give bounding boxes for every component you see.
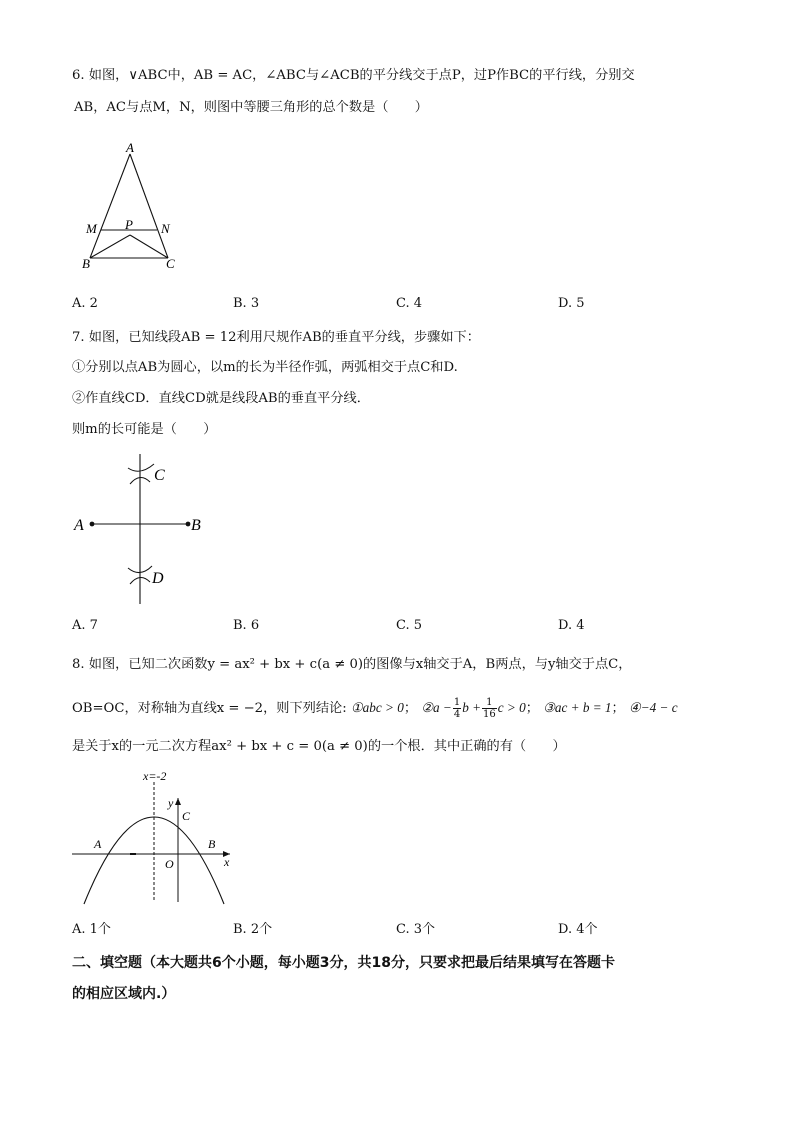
q7-label-C: C — [154, 467, 165, 484]
q7-label-D: D — [152, 570, 164, 587]
q8-option-a[interactable]: A. 1个 — [72, 922, 111, 937]
q6-line2: AB，AC与点M，N，则图中等腰三角形的总个数是（ ） — [74, 100, 428, 115]
q6-label-A: A — [126, 140, 134, 155]
q8-label-O: O — [165, 857, 174, 871]
q6-option-a[interactable]: A. 2 — [72, 296, 98, 311]
q6-label-M: M — [86, 221, 97, 236]
q7-ask: 则m的长可能是（ ） — [72, 422, 217, 437]
q6-option-b[interactable]: B. 3 — [233, 296, 260, 311]
q8-frac2-num: 1 — [482, 697, 497, 709]
q6-options — [72, 296, 732, 316]
q7-line1: 7. 如图，已知线段AB = 12利用尺规作AB的垂直平分线，步骤如下： — [72, 330, 480, 345]
q8-conclusion-3: ③ac + b = 1 — [543, 700, 612, 715]
q8-conclusion-2-mid: b + — [462, 700, 481, 715]
q8-option-c[interactable]: C. 3个 — [396, 922, 436, 937]
q8-conclusion-4: ④−4 − c — [628, 700, 678, 715]
q6-line1: 6. 如图，∨ABC中，AB = AC，∠ABC与∠ACB的平分线交于点P，过P作BC的平行线，分别交 — [72, 68, 635, 83]
q6-label-N: N — [161, 221, 170, 236]
q7-bisector-figure — [70, 450, 220, 608]
q8-frac1-den: 4 — [453, 709, 461, 720]
section2-title-line2: 的相应区域内.） — [72, 986, 176, 1002]
q6-label-P: P — [125, 217, 133, 232]
q7-step2: ②作直线CD．直线CD就是线段AB的垂直平分线． — [72, 391, 370, 406]
q6-label-C: C — [166, 256, 175, 271]
q8-frac1-num: 1 — [453, 697, 461, 708]
q8-label-B: B — [208, 837, 216, 851]
q8-label-y: y — [168, 796, 174, 810]
q6-label-B: B — [82, 256, 90, 271]
q6-option-d[interactable]: D. 5 — [558, 296, 585, 311]
q7-option-b[interactable]: B. 6 — [233, 618, 260, 633]
q7-label-B: B — [191, 517, 201, 534]
q7-option-d[interactable]: D. 4 — [558, 618, 585, 633]
q8-frac-sixteenth — [482, 697, 497, 720]
q7-options — [72, 618, 732, 638]
q8-frac2-den: 16 — [483, 709, 496, 720]
q8-label-axis: x=-2 — [143, 769, 167, 783]
q8-label-x: x — [224, 855, 230, 869]
q7-option-c[interactable]: C. 5 — [396, 618, 423, 633]
q7-option-a[interactable]: A. 7 — [72, 618, 98, 633]
q6-triangle-figure — [82, 138, 182, 273]
q8-conclusion-2-pre: ②a − — [421, 700, 452, 715]
q8-parabola-figure — [70, 768, 240, 908]
q7-step1: ①分别以点AB为圆心，以m的长为半径作弧，两弧相交于点C和D. — [72, 360, 458, 375]
q8-line2-prefix: OB=OC，对称轴为直线x = −2，则下列结论: — [72, 701, 347, 716]
q8-options — [72, 918, 732, 938]
q8-frac-quarter — [453, 697, 461, 720]
q8-label-A: A — [94, 837, 102, 851]
q8-label-C: C — [182, 809, 191, 823]
q7-label-A: A — [74, 517, 84, 534]
q6-option-c[interactable]: C. 4 — [396, 296, 423, 311]
section2-title-line1: 二、填空题（本大题共6个小题，每小题3分，共18分，只要求把最后结果填写在答题卡 — [72, 955, 615, 971]
q8-line2: OB=OC，对称轴为直线x = −2，则下列结论: ①abc > 0； ②a − $\frac{1}{4}$ b + $\frac{1}{16}$ c > 0； ③ac + b = 1； ④−4 − c — [72, 697, 678, 720]
q8-option-b[interactable]: B. 2个 — [233, 922, 273, 937]
q8-conclusion-2-post: c > 0 — [497, 700, 526, 715]
q8-line3: 是关于x的一元二次方程ax² + bx + c = 0(a ≠ 0)的一个根．其中正确的有（ ） — [72, 739, 566, 754]
q8-option-d[interactable]: D. 4个 — [558, 922, 598, 937]
q8-conclusion-1: ①abc > 0 — [350, 700, 404, 715]
q8-line1: 8. 如图，已知二次函数y = ax² + bx + c(a ≠ 0)的图像与x轴交于A，B两点，与y轴交于点C， — [72, 657, 632, 672]
